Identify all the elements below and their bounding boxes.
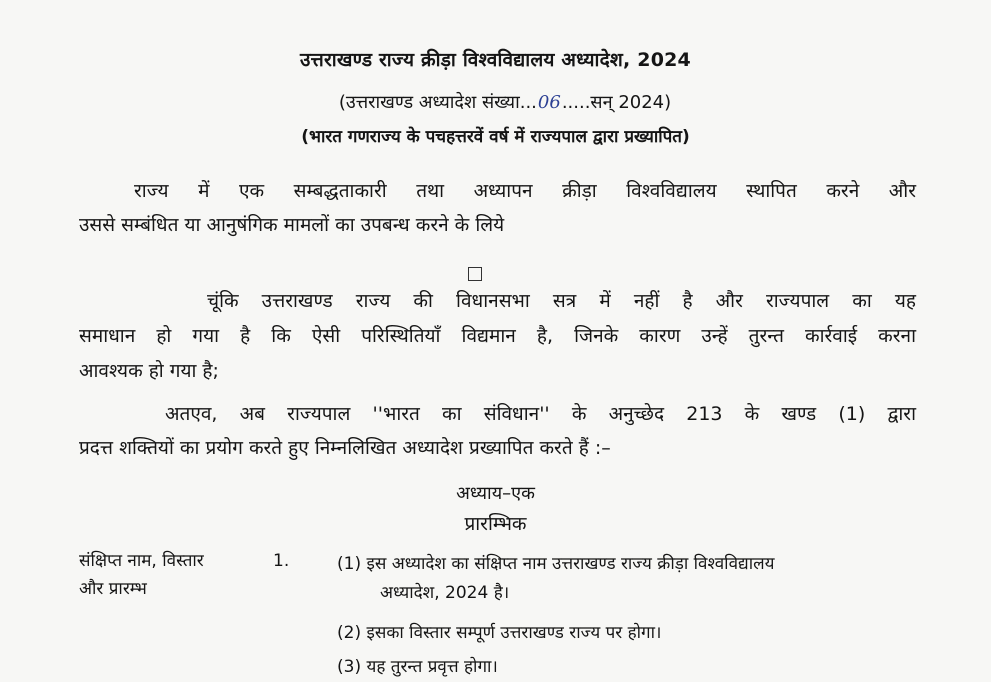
preamble-line-2: उससे सम्बंधित या आनुषंगिक मामलों का उपबन्ध करने के लिये — [79, 214, 505, 236]
clause-2: (2) इसका विस्तार सम्पूर्ण उत्तराखण्ड राज्य पर होगा। — [337, 623, 662, 643]
whereas-line-1: चूंकि उत्तराखण्ड राज्य की विधानसभा सत्र में नहीं है और राज्यपाल का यह — [207, 290, 916, 312]
clause-3: (3) यह तुरन्त प्रवृत्त होगा। — [337, 657, 498, 677]
therefore-line-2: प्रदत्त शक्तियों का प्रयोग करते हुए निम्नलिखित अध्यादेश प्रख्यापित करते हैं :– — [79, 437, 611, 459]
ordinance-number-line — [0, 90, 991, 114]
chapter-title: प्रारम्भिक — [464, 513, 527, 535]
whereas-line-2: समाधान हो गया है कि ऐसी परिस्थितियाँ विद्यमान है, जिनके कारण उन्हें तुरन्त कार्रवाई करना — [79, 325, 916, 347]
ordinance-number-suffix: .....सन् 2024) — [561, 92, 672, 113]
clause-1-line-1: (1) इस अध्यादेश का संक्षिप्त नाम उत्तराखण्ड राज्य क्रीड़ा विश्वविद्यालय — [337, 554, 775, 574]
checkbox-icon — [468, 267, 482, 281]
section-number: 1. — [273, 551, 290, 571]
section-side-label-line-1: संक्षिप्त नाम, विस्तार — [79, 551, 204, 571]
clause-1-line-2: अध्यादेश, 2024 है। — [380, 583, 510, 603]
chapter-heading: अध्याय–एक — [456, 483, 535, 504]
ordinance-number-prefix: (उत्तराखण्ड अध्यादेश संख्या... — [338, 92, 537, 113]
therefore-line-1: अतएव, अब राज्यपाल ''भारत का संविधान'' के अनुच्छेद 213 के खण्ड (1) द्वारा — [165, 403, 916, 425]
document-title: उत्तराखण्ड राज्य क्रीड़ा विश्वविद्यालय अध्यादेश, 2024 — [300, 49, 691, 71]
handwritten-ordinance-number: 06 — [537, 92, 561, 113]
preamble-line-1: राज्य में एक सम्बद्धताकारी तथा अध्यापन क्रीड़ा विश्वविद्यालय स्थापित करने और — [134, 180, 916, 202]
section-side-label-line-2: और प्रारम्भ — [79, 579, 147, 599]
whereas-line-3: आवश्यक हो गया है; — [79, 360, 219, 382]
promulgation-note: (भारत गणराज्य के पचहत्तरवें वर्ष में राज्यपाल द्वारा प्रख्यापित) — [301, 127, 690, 147]
